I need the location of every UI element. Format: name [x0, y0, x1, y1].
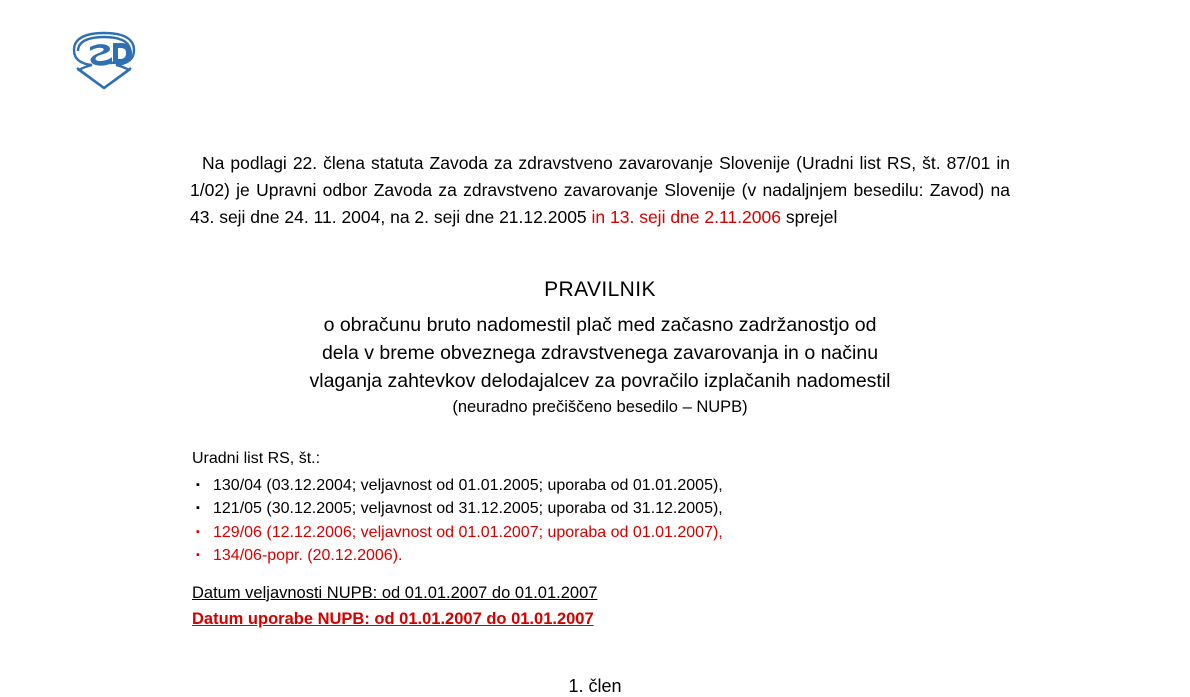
intro-paragraph	[190, 150, 1010, 231]
title-note: (neuradno prečiščeno besedilo – NUPB)	[452, 398, 748, 416]
list-item	[192, 521, 723, 545]
list-item	[192, 474, 723, 498]
intro-text-part1: Na podlagi 22. člena statuta Zavoda za zdravstveno zavarovanje Slovenije (Uradni list RS, št. 87/01 in 1/02) je Upravni odbor Zavoda za zdravstveno zavarovanje Slovenije (v nadaljnjem besedilu: Zavod) na 43. seji dne 24. 11. 2004, na 2. seji dne 21.12.2005	[190, 153, 1010, 227]
shield-logo-icon	[66, 30, 142, 92]
title-subline-2: dela v breme obveznega zdravstvenega zavarovanja in o načinu	[321, 342, 879, 364]
nupb-validity-date: Datum veljavnosti NUPB: od 01.01.2007 do 01.01.2007	[192, 584, 598, 602]
organization-logo	[66, 30, 142, 92]
list-item-label: 134/06-popr. (20.12.2006).	[213, 547, 403, 564]
bullet-icon: ▪	[196, 502, 200, 514]
title-subline-1: o obračunu bruto nadomestil plač med začasno zadržanostjo od	[323, 314, 877, 336]
title-subline-3: vlaganja zahtevkov delodajalcev za povračilo izplačanih nadomestil	[309, 370, 891, 392]
list-item	[192, 497, 723, 521]
list-item-label: 121/05 (30.12.2005; veljavnost od 31.12.2005; uporaba od 31.12.2005),	[213, 500, 723, 517]
bullet-icon: ▪	[196, 549, 200, 561]
validity-dates-block	[192, 580, 597, 632]
gazette-list-heading: Uradni list RS, št.:	[192, 450, 321, 467]
list-item-label: 129/06 (12.12.2006; veljavnost od 01.01.2007; uporaba od 01.01.2007),	[213, 523, 723, 541]
document-title-block	[150, 278, 1050, 417]
intro-text-part2: sprejel	[780, 207, 838, 227]
gazette-reference-list	[192, 447, 723, 568]
intro-text-highlight: in 13. seji dne 2.11.2006	[591, 207, 781, 227]
bullet-icon: ▪	[196, 525, 200, 538]
article-heading: 1. člen	[568, 676, 622, 696]
list-item	[192, 544, 723, 568]
list-item-label: 130/04 (03.12.2004; veljavnost od 01.01.2005; uporaba od 01.01.2005),	[213, 476, 723, 494]
nupb-usage-date: Datum uporabe NUPB: od 01.01.2007 do 01.01.2007	[192, 610, 594, 628]
page-title: PRAVILNIK	[544, 278, 656, 301]
bullet-icon: ▪	[196, 478, 200, 491]
